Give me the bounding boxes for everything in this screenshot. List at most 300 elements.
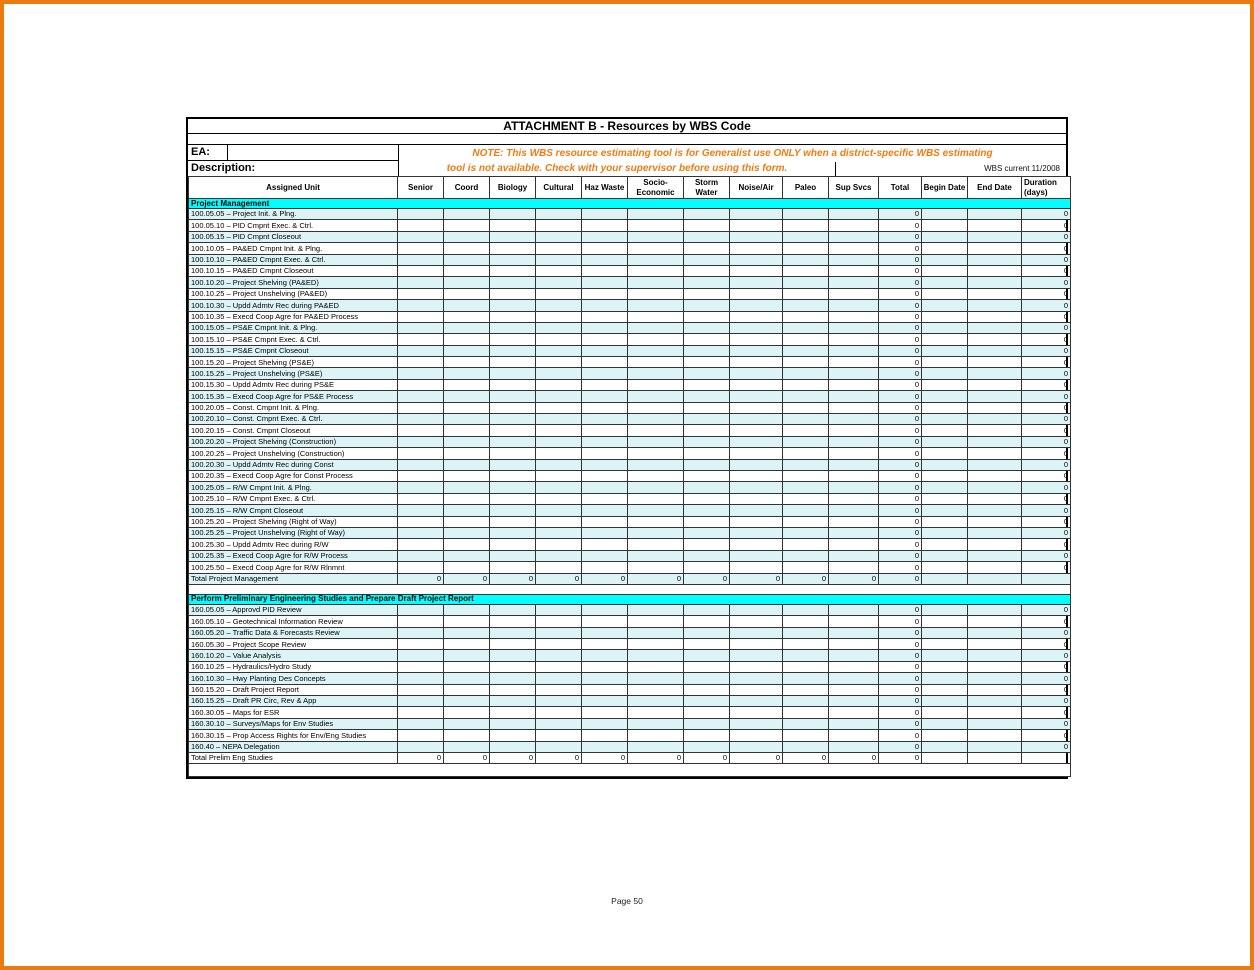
resource-cell[interactable] bbox=[582, 209, 628, 220]
resource-cell[interactable] bbox=[684, 345, 730, 356]
resource-cell[interactable] bbox=[829, 470, 879, 481]
end-date-cell[interactable] bbox=[968, 639, 1022, 650]
resource-cell[interactable] bbox=[783, 334, 829, 345]
resource-cell[interactable] bbox=[783, 322, 829, 333]
resource-cell[interactable] bbox=[730, 391, 783, 402]
end-date-cell[interactable] bbox=[968, 231, 1022, 242]
end-date-cell[interactable] bbox=[968, 288, 1022, 299]
resource-cell[interactable] bbox=[490, 718, 536, 729]
begin-date-cell[interactable] bbox=[922, 425, 968, 436]
resource-cell[interactable] bbox=[490, 448, 536, 459]
resource-cell[interactable] bbox=[490, 288, 536, 299]
begin-date-cell[interactable] bbox=[922, 516, 968, 527]
resource-cell[interactable] bbox=[730, 527, 783, 538]
resource-cell[interactable] bbox=[628, 448, 684, 459]
end-date-cell[interactable] bbox=[968, 391, 1022, 402]
resource-cell[interactable] bbox=[829, 334, 879, 345]
resource-cell[interactable] bbox=[783, 220, 829, 231]
resource-cell[interactable] bbox=[730, 696, 783, 707]
end-date-cell[interactable] bbox=[968, 482, 1022, 493]
resource-cell[interactable] bbox=[730, 379, 783, 390]
begin-date-cell[interactable] bbox=[922, 539, 968, 550]
resource-cell[interactable] bbox=[444, 684, 490, 695]
resource-cell[interactable] bbox=[536, 209, 582, 220]
resource-cell[interactable] bbox=[684, 459, 730, 470]
resource-cell[interactable] bbox=[582, 493, 628, 504]
resource-cell[interactable] bbox=[444, 539, 490, 550]
resource-cell[interactable] bbox=[829, 562, 879, 573]
resource-cell[interactable] bbox=[783, 357, 829, 368]
resource-cell[interactable] bbox=[628, 265, 684, 276]
resource-cell[interactable] bbox=[684, 243, 730, 254]
resource-cell[interactable] bbox=[398, 322, 444, 333]
resource-cell[interactable] bbox=[536, 436, 582, 447]
resource-cell[interactable] bbox=[398, 243, 444, 254]
resource-cell[interactable] bbox=[684, 402, 730, 413]
resource-cell[interactable] bbox=[628, 684, 684, 695]
resource-cell[interactable] bbox=[829, 425, 879, 436]
resource-cell[interactable] bbox=[730, 718, 783, 729]
resource-cell[interactable] bbox=[730, 300, 783, 311]
resource-cell[interactable] bbox=[444, 707, 490, 718]
resource-cell[interactable] bbox=[730, 627, 783, 638]
resource-cell[interactable] bbox=[783, 650, 829, 661]
resource-cell[interactable] bbox=[490, 243, 536, 254]
resource-cell[interactable] bbox=[730, 459, 783, 470]
end-date-cell[interactable] bbox=[968, 448, 1022, 459]
resource-cell[interactable] bbox=[628, 539, 684, 550]
begin-date-cell[interactable] bbox=[922, 300, 968, 311]
resource-cell[interactable] bbox=[783, 368, 829, 379]
end-date-cell[interactable] bbox=[968, 300, 1022, 311]
resource-cell[interactable] bbox=[628, 209, 684, 220]
resource-cell[interactable] bbox=[490, 311, 536, 322]
resource-cell[interactable] bbox=[490, 527, 536, 538]
begin-date-cell[interactable] bbox=[922, 741, 968, 752]
resource-cell[interactable] bbox=[684, 265, 730, 276]
end-date-cell[interactable] bbox=[968, 243, 1022, 254]
resource-cell[interactable] bbox=[730, 265, 783, 276]
resource-cell[interactable] bbox=[783, 539, 829, 550]
resource-cell[interactable] bbox=[398, 527, 444, 538]
resource-cell[interactable] bbox=[490, 550, 536, 561]
resource-cell[interactable] bbox=[684, 696, 730, 707]
resource-cell[interactable] bbox=[829, 650, 879, 661]
resource-cell[interactable] bbox=[829, 288, 879, 299]
resource-cell[interactable] bbox=[730, 516, 783, 527]
resource-cell[interactable] bbox=[444, 639, 490, 650]
resource-cell[interactable] bbox=[730, 425, 783, 436]
resource-cell[interactable] bbox=[783, 414, 829, 425]
resource-cell[interactable] bbox=[398, 459, 444, 470]
resource-cell[interactable] bbox=[398, 627, 444, 638]
resource-cell[interactable] bbox=[628, 288, 684, 299]
resource-cell[interactable] bbox=[444, 459, 490, 470]
resource-cell[interactable] bbox=[684, 209, 730, 220]
resource-cell[interactable] bbox=[536, 505, 582, 516]
end-date-cell[interactable] bbox=[968, 730, 1022, 741]
resource-cell[interactable] bbox=[829, 231, 879, 242]
begin-date-cell[interactable] bbox=[922, 357, 968, 368]
resource-cell[interactable] bbox=[398, 334, 444, 345]
begin-date-cell[interactable] bbox=[922, 482, 968, 493]
resource-cell[interactable] bbox=[444, 661, 490, 672]
resource-cell[interactable] bbox=[684, 425, 730, 436]
resource-cell[interactable] bbox=[582, 243, 628, 254]
resource-cell[interactable] bbox=[730, 730, 783, 741]
resource-cell[interactable] bbox=[582, 627, 628, 638]
resource-cell[interactable] bbox=[582, 661, 628, 672]
begin-date-cell[interactable] bbox=[922, 527, 968, 538]
resource-cell[interactable] bbox=[730, 741, 783, 752]
resource-cell[interactable] bbox=[684, 436, 730, 447]
resource-cell[interactable] bbox=[684, 741, 730, 752]
resource-cell[interactable] bbox=[783, 277, 829, 288]
resource-cell[interactable] bbox=[684, 482, 730, 493]
end-date-cell[interactable] bbox=[968, 673, 1022, 684]
resource-cell[interactable] bbox=[444, 379, 490, 390]
resource-cell[interactable] bbox=[490, 254, 536, 265]
resource-cell[interactable] bbox=[628, 516, 684, 527]
resource-cell[interactable] bbox=[536, 616, 582, 627]
resource-cell[interactable] bbox=[684, 661, 730, 672]
begin-date-cell[interactable] bbox=[922, 288, 968, 299]
resource-cell[interactable] bbox=[444, 425, 490, 436]
resource-cell[interactable] bbox=[783, 493, 829, 504]
resource-cell[interactable] bbox=[490, 516, 536, 527]
resource-cell[interactable] bbox=[490, 231, 536, 242]
resource-cell[interactable] bbox=[829, 322, 879, 333]
resource-cell[interactable] bbox=[684, 357, 730, 368]
resource-cell[interactable] bbox=[684, 391, 730, 402]
resource-cell[interactable] bbox=[582, 334, 628, 345]
resource-cell[interactable] bbox=[490, 368, 536, 379]
resource-cell[interactable] bbox=[684, 550, 730, 561]
resource-cell[interactable] bbox=[829, 220, 879, 231]
resource-cell[interactable] bbox=[730, 277, 783, 288]
resource-cell[interactable] bbox=[783, 627, 829, 638]
begin-date-cell[interactable] bbox=[922, 368, 968, 379]
resource-cell[interactable] bbox=[628, 391, 684, 402]
resource-cell[interactable] bbox=[829, 209, 879, 220]
resource-cell[interactable] bbox=[684, 730, 730, 741]
begin-date-cell[interactable] bbox=[922, 505, 968, 516]
begin-date-cell[interactable] bbox=[922, 730, 968, 741]
resource-cell[interactable] bbox=[444, 516, 490, 527]
end-date-cell[interactable] bbox=[968, 254, 1022, 265]
resource-cell[interactable] bbox=[730, 616, 783, 627]
resource-cell[interactable] bbox=[536, 482, 582, 493]
begin-date-cell[interactable] bbox=[922, 627, 968, 638]
resource-cell[interactable] bbox=[536, 470, 582, 481]
end-date-cell[interactable] bbox=[968, 527, 1022, 538]
resource-cell[interactable] bbox=[684, 539, 730, 550]
resource-cell[interactable] bbox=[398, 707, 444, 718]
resource-cell[interactable] bbox=[684, 311, 730, 322]
resource-cell[interactable] bbox=[582, 345, 628, 356]
resource-cell[interactable] bbox=[398, 550, 444, 561]
resource-cell[interactable] bbox=[783, 436, 829, 447]
resource-cell[interactable] bbox=[783, 265, 829, 276]
resource-cell[interactable] bbox=[398, 368, 444, 379]
resource-cell[interactable] bbox=[628, 627, 684, 638]
resource-cell[interactable] bbox=[684, 516, 730, 527]
resource-cell[interactable] bbox=[490, 425, 536, 436]
resource-cell[interactable] bbox=[444, 616, 490, 627]
end-date-cell[interactable] bbox=[968, 345, 1022, 356]
resource-cell[interactable] bbox=[829, 265, 879, 276]
resource-cell[interactable] bbox=[444, 562, 490, 573]
resource-cell[interactable] bbox=[829, 730, 879, 741]
resource-cell[interactable] bbox=[829, 277, 879, 288]
resource-cell[interactable] bbox=[628, 562, 684, 573]
resource-cell[interactable] bbox=[536, 493, 582, 504]
resource-cell[interactable] bbox=[783, 300, 829, 311]
resource-cell[interactable] bbox=[398, 684, 444, 695]
resource-cell[interactable] bbox=[490, 414, 536, 425]
resource-cell[interactable] bbox=[829, 661, 879, 672]
resource-cell[interactable] bbox=[490, 639, 536, 650]
resource-cell[interactable] bbox=[829, 243, 879, 254]
resource-cell[interactable] bbox=[730, 322, 783, 333]
resource-cell[interactable] bbox=[829, 505, 879, 516]
resource-cell[interactable] bbox=[444, 254, 490, 265]
resource-cell[interactable] bbox=[490, 345, 536, 356]
begin-date-cell[interactable] bbox=[922, 707, 968, 718]
resource-cell[interactable] bbox=[398, 254, 444, 265]
resource-cell[interactable] bbox=[730, 288, 783, 299]
resource-cell[interactable] bbox=[490, 505, 536, 516]
resource-cell[interactable] bbox=[684, 527, 730, 538]
resource-cell[interactable] bbox=[536, 357, 582, 368]
resource-cell[interactable] bbox=[730, 482, 783, 493]
resource-cell[interactable] bbox=[730, 673, 783, 684]
resource-cell[interactable] bbox=[536, 402, 582, 413]
resource-cell[interactable] bbox=[490, 627, 536, 638]
resource-cell[interactable] bbox=[628, 505, 684, 516]
resource-cell[interactable] bbox=[783, 425, 829, 436]
resource-cell[interactable] bbox=[444, 231, 490, 242]
resource-cell[interactable] bbox=[536, 730, 582, 741]
begin-date-cell[interactable] bbox=[922, 493, 968, 504]
begin-date-cell[interactable] bbox=[922, 379, 968, 390]
resource-cell[interactable] bbox=[582, 562, 628, 573]
resource-cell[interactable] bbox=[628, 550, 684, 561]
resource-cell[interactable] bbox=[628, 322, 684, 333]
resource-cell[interactable] bbox=[398, 277, 444, 288]
resource-cell[interactable] bbox=[582, 482, 628, 493]
resource-cell[interactable] bbox=[829, 493, 879, 504]
resource-cell[interactable] bbox=[730, 243, 783, 254]
resource-cell[interactable] bbox=[783, 505, 829, 516]
end-date-cell[interactable] bbox=[968, 311, 1022, 322]
resource-cell[interactable] bbox=[730, 414, 783, 425]
resource-cell[interactable] bbox=[582, 741, 628, 752]
resource-cell[interactable] bbox=[829, 391, 879, 402]
resource-cell[interactable] bbox=[783, 391, 829, 402]
end-date-cell[interactable] bbox=[968, 696, 1022, 707]
resource-cell[interactable] bbox=[582, 379, 628, 390]
begin-date-cell[interactable] bbox=[922, 322, 968, 333]
begin-date-cell[interactable] bbox=[922, 562, 968, 573]
end-date-cell[interactable] bbox=[968, 436, 1022, 447]
resource-cell[interactable] bbox=[829, 357, 879, 368]
resource-cell[interactable] bbox=[829, 482, 879, 493]
resource-cell[interactable] bbox=[730, 436, 783, 447]
resource-cell[interactable] bbox=[536, 650, 582, 661]
end-date-cell[interactable] bbox=[968, 550, 1022, 561]
resource-cell[interactable] bbox=[490, 436, 536, 447]
resource-cell[interactable] bbox=[684, 639, 730, 650]
resource-cell[interactable] bbox=[536, 231, 582, 242]
resource-cell[interactable] bbox=[628, 741, 684, 752]
resource-cell[interactable] bbox=[783, 684, 829, 695]
resource-cell[interactable] bbox=[582, 696, 628, 707]
resource-cell[interactable] bbox=[628, 379, 684, 390]
resource-cell[interactable] bbox=[536, 254, 582, 265]
resource-cell[interactable] bbox=[730, 470, 783, 481]
resource-cell[interactable] bbox=[582, 311, 628, 322]
resource-cell[interactable] bbox=[398, 516, 444, 527]
resource-cell[interactable] bbox=[628, 493, 684, 504]
resource-cell[interactable] bbox=[536, 562, 582, 573]
resource-cell[interactable] bbox=[398, 402, 444, 413]
resource-cell[interactable] bbox=[783, 673, 829, 684]
end-date-cell[interactable] bbox=[968, 707, 1022, 718]
end-date-cell[interactable] bbox=[968, 334, 1022, 345]
resource-cell[interactable] bbox=[582, 436, 628, 447]
resource-cell[interactable] bbox=[783, 209, 829, 220]
resource-cell[interactable] bbox=[444, 311, 490, 322]
resource-cell[interactable] bbox=[398, 470, 444, 481]
resource-cell[interactable] bbox=[829, 459, 879, 470]
resource-cell[interactable] bbox=[684, 505, 730, 516]
resource-cell[interactable] bbox=[730, 448, 783, 459]
resource-cell[interactable] bbox=[730, 311, 783, 322]
resource-cell[interactable] bbox=[829, 639, 879, 650]
resource-cell[interactable] bbox=[628, 436, 684, 447]
begin-date-cell[interactable] bbox=[922, 550, 968, 561]
resource-cell[interactable] bbox=[730, 707, 783, 718]
resource-cell[interactable] bbox=[444, 277, 490, 288]
resource-cell[interactable] bbox=[582, 673, 628, 684]
begin-date-cell[interactable] bbox=[922, 334, 968, 345]
resource-cell[interactable] bbox=[628, 231, 684, 242]
resource-cell[interactable] bbox=[536, 425, 582, 436]
resource-cell[interactable] bbox=[444, 730, 490, 741]
end-date-cell[interactable] bbox=[968, 402, 1022, 413]
resource-cell[interactable] bbox=[444, 550, 490, 561]
resource-cell[interactable] bbox=[684, 448, 730, 459]
resource-cell[interactable] bbox=[582, 470, 628, 481]
resource-cell[interactable] bbox=[444, 402, 490, 413]
begin-date-cell[interactable] bbox=[922, 243, 968, 254]
resource-cell[interactable] bbox=[490, 482, 536, 493]
resource-cell[interactable] bbox=[398, 639, 444, 650]
resource-cell[interactable] bbox=[536, 288, 582, 299]
resource-cell[interactable] bbox=[829, 527, 879, 538]
resource-cell[interactable] bbox=[398, 562, 444, 573]
resource-cell[interactable] bbox=[684, 718, 730, 729]
resource-cell[interactable] bbox=[398, 265, 444, 276]
resource-cell[interactable] bbox=[829, 379, 879, 390]
resource-cell[interactable] bbox=[582, 220, 628, 231]
resource-cell[interactable] bbox=[829, 436, 879, 447]
resource-cell[interactable] bbox=[783, 527, 829, 538]
end-date-cell[interactable] bbox=[968, 425, 1022, 436]
end-date-cell[interactable] bbox=[968, 470, 1022, 481]
resource-cell[interactable] bbox=[444, 368, 490, 379]
resource-cell[interactable] bbox=[536, 627, 582, 638]
resource-cell[interactable] bbox=[628, 277, 684, 288]
begin-date-cell[interactable] bbox=[922, 673, 968, 684]
resource-cell[interactable] bbox=[582, 707, 628, 718]
resource-cell[interactable] bbox=[536, 345, 582, 356]
resource-cell[interactable] bbox=[398, 300, 444, 311]
resource-cell[interactable] bbox=[829, 696, 879, 707]
resource-cell[interactable] bbox=[490, 673, 536, 684]
resource-cell[interactable] bbox=[628, 707, 684, 718]
resource-cell[interactable] bbox=[398, 661, 444, 672]
resource-cell[interactable] bbox=[444, 673, 490, 684]
resource-cell[interactable] bbox=[628, 650, 684, 661]
resource-cell[interactable] bbox=[628, 402, 684, 413]
resource-cell[interactable] bbox=[628, 718, 684, 729]
resource-cell[interactable] bbox=[730, 539, 783, 550]
resource-cell[interactable] bbox=[398, 493, 444, 504]
resource-cell[interactable] bbox=[684, 334, 730, 345]
resource-cell[interactable] bbox=[730, 357, 783, 368]
resource-cell[interactable] bbox=[490, 391, 536, 402]
resource-cell[interactable] bbox=[684, 673, 730, 684]
resource-cell[interactable] bbox=[536, 448, 582, 459]
resource-cell[interactable] bbox=[490, 539, 536, 550]
resource-cell[interactable] bbox=[536, 459, 582, 470]
resource-cell[interactable] bbox=[628, 673, 684, 684]
resource-cell[interactable] bbox=[536, 661, 582, 672]
resource-cell[interactable] bbox=[684, 368, 730, 379]
resource-cell[interactable] bbox=[783, 311, 829, 322]
resource-cell[interactable] bbox=[783, 231, 829, 242]
resource-cell[interactable] bbox=[684, 300, 730, 311]
resource-cell[interactable] bbox=[684, 288, 730, 299]
resource-cell[interactable] bbox=[444, 527, 490, 538]
resource-cell[interactable] bbox=[684, 414, 730, 425]
resource-cell[interactable] bbox=[628, 368, 684, 379]
begin-date-cell[interactable] bbox=[922, 220, 968, 231]
resource-cell[interactable] bbox=[582, 254, 628, 265]
end-date-cell[interactable] bbox=[968, 368, 1022, 379]
begin-date-cell[interactable] bbox=[922, 604, 968, 615]
resource-cell[interactable] bbox=[536, 516, 582, 527]
resource-cell[interactable] bbox=[783, 482, 829, 493]
resource-cell[interactable] bbox=[783, 741, 829, 752]
resource-cell[interactable] bbox=[444, 300, 490, 311]
resource-cell[interactable] bbox=[783, 345, 829, 356]
resource-cell[interactable] bbox=[684, 650, 730, 661]
resource-cell[interactable] bbox=[444, 493, 490, 504]
end-date-cell[interactable] bbox=[968, 277, 1022, 288]
resource-cell[interactable] bbox=[829, 254, 879, 265]
resource-cell[interactable] bbox=[490, 616, 536, 627]
begin-date-cell[interactable] bbox=[922, 391, 968, 402]
end-date-cell[interactable] bbox=[968, 604, 1022, 615]
begin-date-cell[interactable] bbox=[922, 718, 968, 729]
resource-cell[interactable] bbox=[490, 402, 536, 413]
end-date-cell[interactable] bbox=[968, 414, 1022, 425]
resource-cell[interactable] bbox=[582, 277, 628, 288]
resource-cell[interactable] bbox=[582, 231, 628, 242]
